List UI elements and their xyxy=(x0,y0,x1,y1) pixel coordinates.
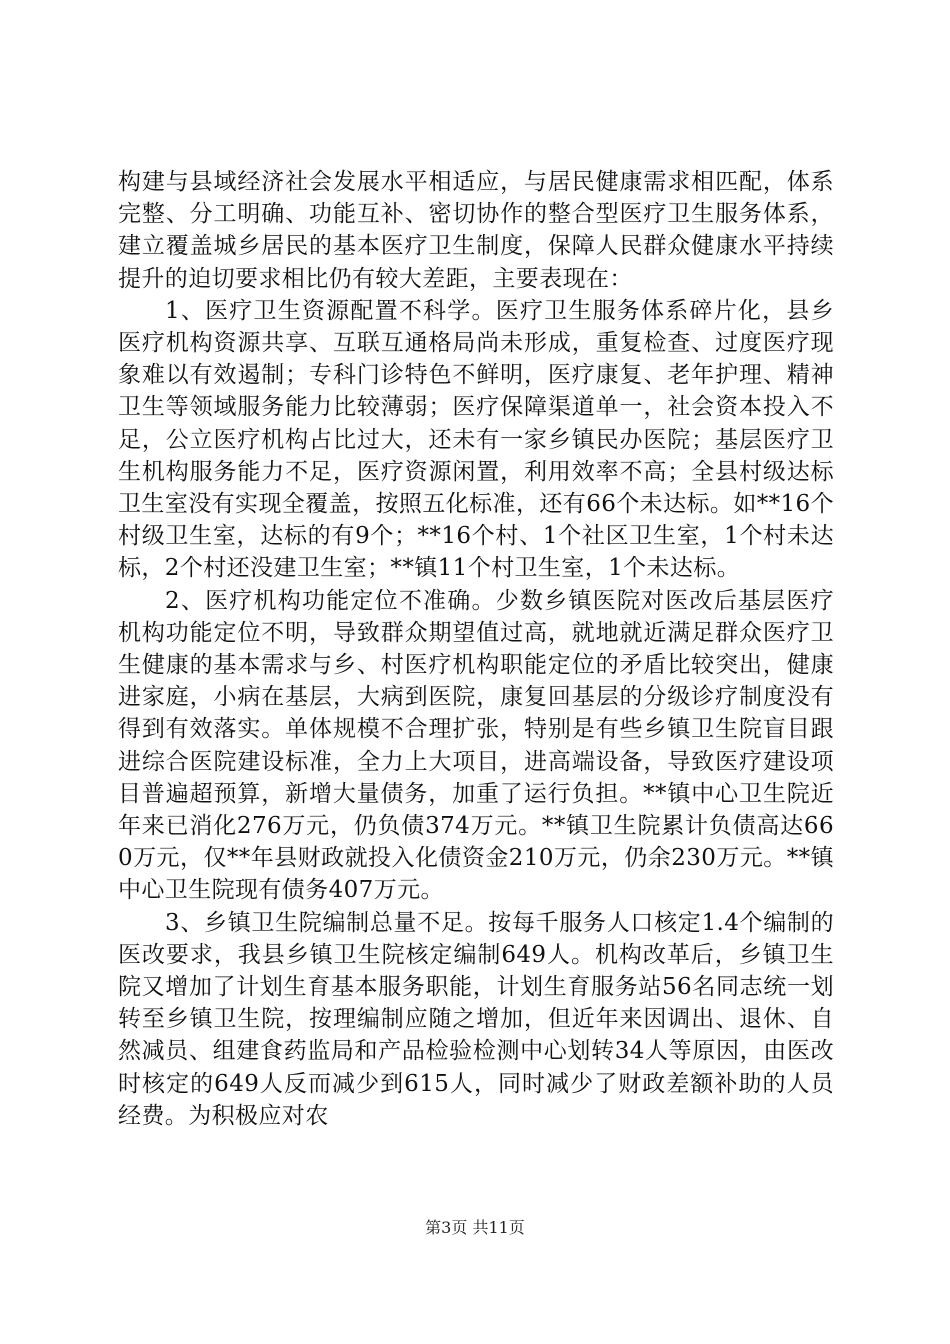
page-footer: 第3页 共11页 xyxy=(425,1218,525,1237)
paragraph-item-3: 3、乡镇卫生院编制总量不足。按每千服务人口核定1.4个编制的医改要求，我县乡镇卫生院核定编制649人。机构改革后，乡镇卫生院又增加了计划生育基本服务职能，计划生育服务站56名同志统一划转至乡镇卫生院，按理编制应随之增加，但近年来因调出、退休、自然减员、组建食药监局和产品检验检测中心划转34人等原因，由医改时核定的649人反而减少到615人，同时减少了财政差额补助的人员经费。为积极应对农 xyxy=(118,909,834,1129)
document-body xyxy=(118,166,834,1132)
paragraph-intro: 构建与县域经济社会发展水平相适应，与居民健康需求相匹配，体系完整、分工明确、功能互补、密切协作的整合型医疗卫生服务体系，建立覆盖城乡居民的基本医疗卫生制度，保障人民群众健康水平持续提升的迫切要求相比仍有较大差距，主要表现在： xyxy=(118,169,834,292)
paragraph-item-2: 2、医疗机构功能定位不准确。少数乡镇医院对医改后基层医疗机构功能定位不明，导致群众期望值过高，就地就近满足群众医疗卫生健康的基本需求与乡、村医疗机构职能定位的矛盾比较突出，健康进家庭，小病在基层，大病到医院，康复回基层的分级诊疗制度没有得到有效落实。单体规模不合理扩张，特别是有些乡镇卫生院盲目跟进综合医院建设标准，全力上大项目，进高端设备，导致医疗建设项目普遍超预算，新增大量债务，加重了运行负担。**镇中心卫生院近年来已消化276万元，仍负债374万元。**镇卫生院累计负债高达660万元，仅**年县财政就投入化债资金210万元，仍余230万元。**镇中心卫生院现有债务407万元。 xyxy=(118,587,834,904)
paragraph-item-1: 1、医疗卫生资源配置不科学。医疗卫生服务体系碎片化，县乡医疗机构资源共享、互联互通格局尚未形成，重复检查、过度医疗现象难以有效遏制；专科门诊特色不鲜明，医疗康复、老年护理、精神卫生等领域服务能力比较薄弱；医疗保障渠道单一，社会资本投入不足，公立医疗机构占比过大，还未有一家乡镇民办医院；基层医疗卫生机构服务能力不足，医疗资源闲置，利用效率不高；全县村级达标卫生室没有实现全覆盖，按照五化标准，还有66个未达标。如**16个村级卫生室，达标的有9个；**16个村、1个社区卫生室，1个村未达标，2个村还没建卫生室；**镇11个村卫生室，1个未达标。 xyxy=(118,297,834,582)
